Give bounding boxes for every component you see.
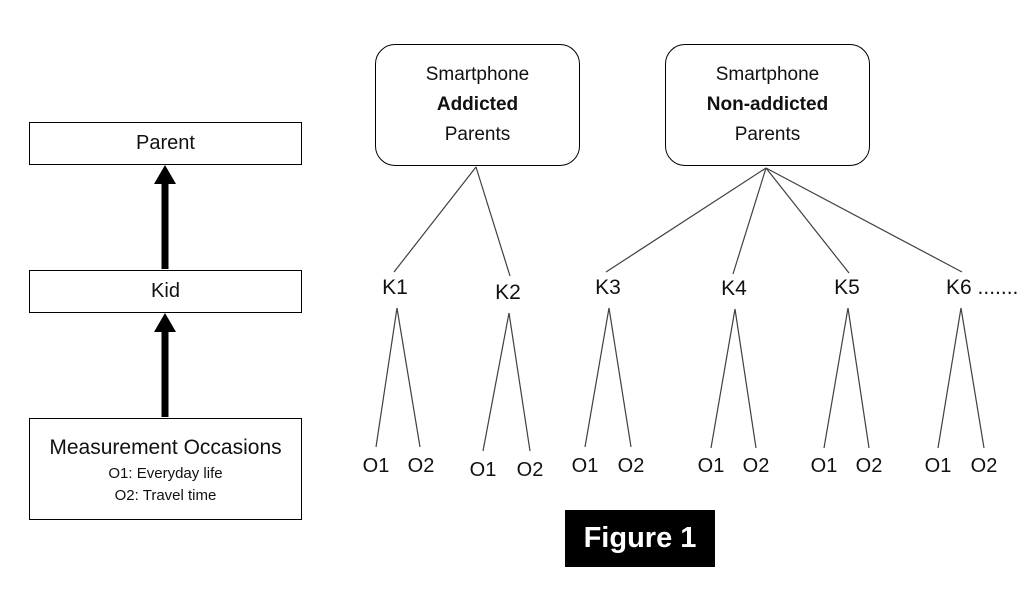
arrow-measurement-to-kid [154, 313, 176, 417]
addicted-line3: Parents [444, 124, 511, 145]
non-addicted-line2: Non-addicted [706, 94, 829, 115]
kid-node-k4: K4 [721, 277, 747, 300]
occasion-k5-o1: O1 [810, 455, 838, 477]
addicted-line2: Addicted [436, 94, 519, 115]
kid-node-k1: K1 [382, 276, 408, 299]
occasion-k3-o2: O2 [617, 455, 645, 477]
occasion-k5-o2: O2 [855, 455, 883, 477]
occasion-k2-o2: O2 [516, 459, 544, 481]
kid-node-k2: K2 [495, 281, 521, 304]
kid-node-k6: K6 ....... [946, 276, 1019, 299]
parent-level-box [29, 122, 302, 165]
measurement-occasions-box [29, 418, 302, 520]
non-addicted-line3: Parents [734, 124, 801, 145]
occasion-k4-o2: O2 [742, 455, 770, 477]
figure-caption-label: Figure 1 [583, 522, 697, 554]
occasion-k3-o1: O1 [571, 455, 599, 477]
kid-occasion-lines [376, 308, 984, 451]
parent-level-label: Parent [136, 132, 195, 154]
addicted-line1: Smartphone [425, 64, 530, 85]
occasion-k1-o2: O2 [407, 455, 435, 477]
measurement-o1-label: O1: Everyday life [108, 465, 223, 482]
occasion-k4-o1: O1 [697, 455, 725, 477]
smartphone-non-addicted-parents-box [665, 44, 870, 166]
measurement-o2-label: O2: Travel time [114, 487, 217, 504]
kid-level-label: Kid [151, 280, 180, 302]
occasion-k1-o1: O1 [362, 455, 390, 477]
kid-level-box [29, 270, 302, 313]
occasion-k6-o2: O2 [970, 455, 998, 477]
addicted-branch-lines [394, 167, 510, 276]
arrow-kid-to-parent [154, 165, 176, 269]
non-addicted-line1: Smartphone [715, 64, 820, 85]
kid-node-k5: K5 [834, 276, 860, 299]
occasion-k6-o1: O1 [924, 455, 952, 477]
kid-node-k3: K3 [595, 276, 621, 299]
occasion-k2-o1: O1 [469, 459, 497, 481]
figure-caption [565, 510, 715, 567]
non-addicted-branch-lines [606, 168, 962, 274]
measurement-occasions-title: Measurement Occasions [49, 436, 282, 459]
smartphone-addicted-parents-box [375, 44, 580, 166]
